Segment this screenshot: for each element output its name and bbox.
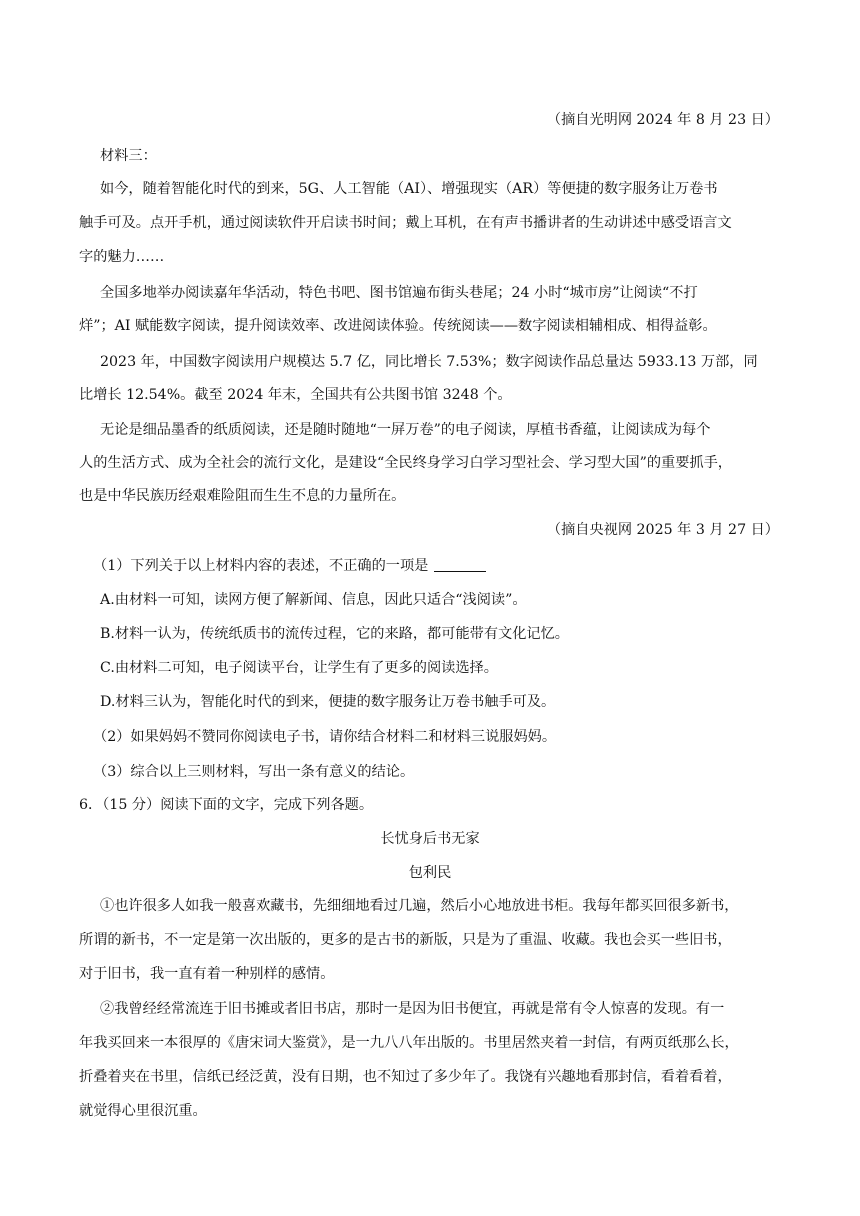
question-2: （2）如果妈妈不赞同你阅读电子书，请你结合材料二和材料三说服妈妈。 [93,729,557,745]
article-paragraph-1-line-1: ①也许很多人如我一般喜欢藏书，先细细地看过几遍，然后小心地放进书柜。我每年都买回很多新书， [100,898,739,914]
option-c: C.由材料二可知，电子阅读平台，让学生有了更多的阅读选择。 [100,660,498,676]
material-three-paragraph-3-line-2: 比增长 12.54%。截至 2024 年末，全国共有公共图书馆 3248 个。 [79,387,512,403]
article-author: 包利民 [408,865,452,881]
question-1 [93,557,486,575]
answer-blank [434,570,486,572]
article-paragraph-2-line-3: 折叠着夹在书里，信纸已经泛黄，没有日期，也不知过了多少年了。我饶有兴趣地看那封信，看着看着， [79,1069,732,1085]
question-1-text: （1）下列关于以上材料内容的表述，不正确的一项是 [93,558,429,574]
option-d: D.材料三认为，智能化时代的到来，便捷的数字服务让万卷书触手可及。 [100,694,556,710]
material-three-paragraph-4-line-2: 人的生活方式、成为全社会的流行文化，是建设“全民终身学习白学习型社会、学习型大国”的重要抓手， [79,455,732,471]
material-three-paragraph-4-line-3: 也是中华民族历经艰难险阻而生生不息的力量所在。 [79,488,406,504]
article-paragraph-2-line-1: ②我曾经经常流连于旧书摊或者旧书店，那时一是因为旧书便宜，再就是常有令人惊喜的发现。有一 [100,1001,725,1017]
source-citation-cctv: （摘自央视网 2025 年 3 月 27 日） [546,522,779,538]
material-three-paragraph-2-line-1: 全国多地举办阅读嘉年华活动，特色书吧、图书馆遍布街头巷尾；24 小时“城市房”让阅读“不打 [100,285,698,301]
material-three-paragraph-2-line-2: 烊”；AI 赋能数字阅读，提升阅读效率、改进阅读体验。传统阅读——数字阅读相辅相成、相得益彰。 [79,318,717,334]
option-a: A.由材料一可知，读网方便了解新闻、信息，因此只适合“浅阅读”。 [100,592,527,608]
material-three-paragraph-1-line-2: 触手可及。点开手机，通过阅读软件开启读书时间；戴上耳机，在有声书播讲者的生动讲述中感受语言文 [79,215,732,231]
material-three-paragraph-1-line-3: 字的魅力…… [79,249,165,265]
article-paragraph-2-line-4: 就觉得心里很沉重。 [79,1103,207,1119]
article-paragraph-1-line-2: 所谓的新书，不一定是第一次出版的，更多的是古书的新版，只是为了重温、收藏。我也会买一些旧书， [79,932,732,948]
material-three-paragraph-3-line-1: 2023 年，中国数字阅读用户规模达 5.7 亿，同比增长 7.53%；数字阅读作品总量达 5933.13 万部，同 [100,354,758,370]
material-three-paragraph-1-line-1: 如今，随着智能化时代的到来，5G、人工智能（AI）、增强现实（AR）等便捷的数字服务让万卷书 [100,181,718,197]
source-citation-guangming: （摘自光明网 2024 年 8 月 23 日） [546,112,779,128]
material-three-paragraph-4-line-1: 无论是细品墨香的纸质阅读，还是随时随地“一屏万卷”的电子阅读，厚植书香蕴，让阅读成为每个 [100,422,711,438]
question-6-header: 6．（15 分）阅读下面的文字，完成下列各题。 [79,797,374,813]
article-paragraph-1-line-3: 对于旧书，我一直有着一种别样的感情。 [79,966,335,982]
question-3: （3）综合以上三则材料，写出一条有意义的结论。 [93,764,415,780]
article-title: 长忧身后书无家 [380,831,480,847]
article-paragraph-2-line-2: 年我买回来一本很厚的《唐宋词大鉴赏》，是一九八八年出版的。书里居然夹着一封信，有两页纸那么长， [79,1035,739,1051]
material-three-heading: 材料三： [100,148,157,164]
option-b: B.材料一认为，传统纸质书的流传过程，它的来路，都可能带有文化记忆。 [100,626,569,642]
